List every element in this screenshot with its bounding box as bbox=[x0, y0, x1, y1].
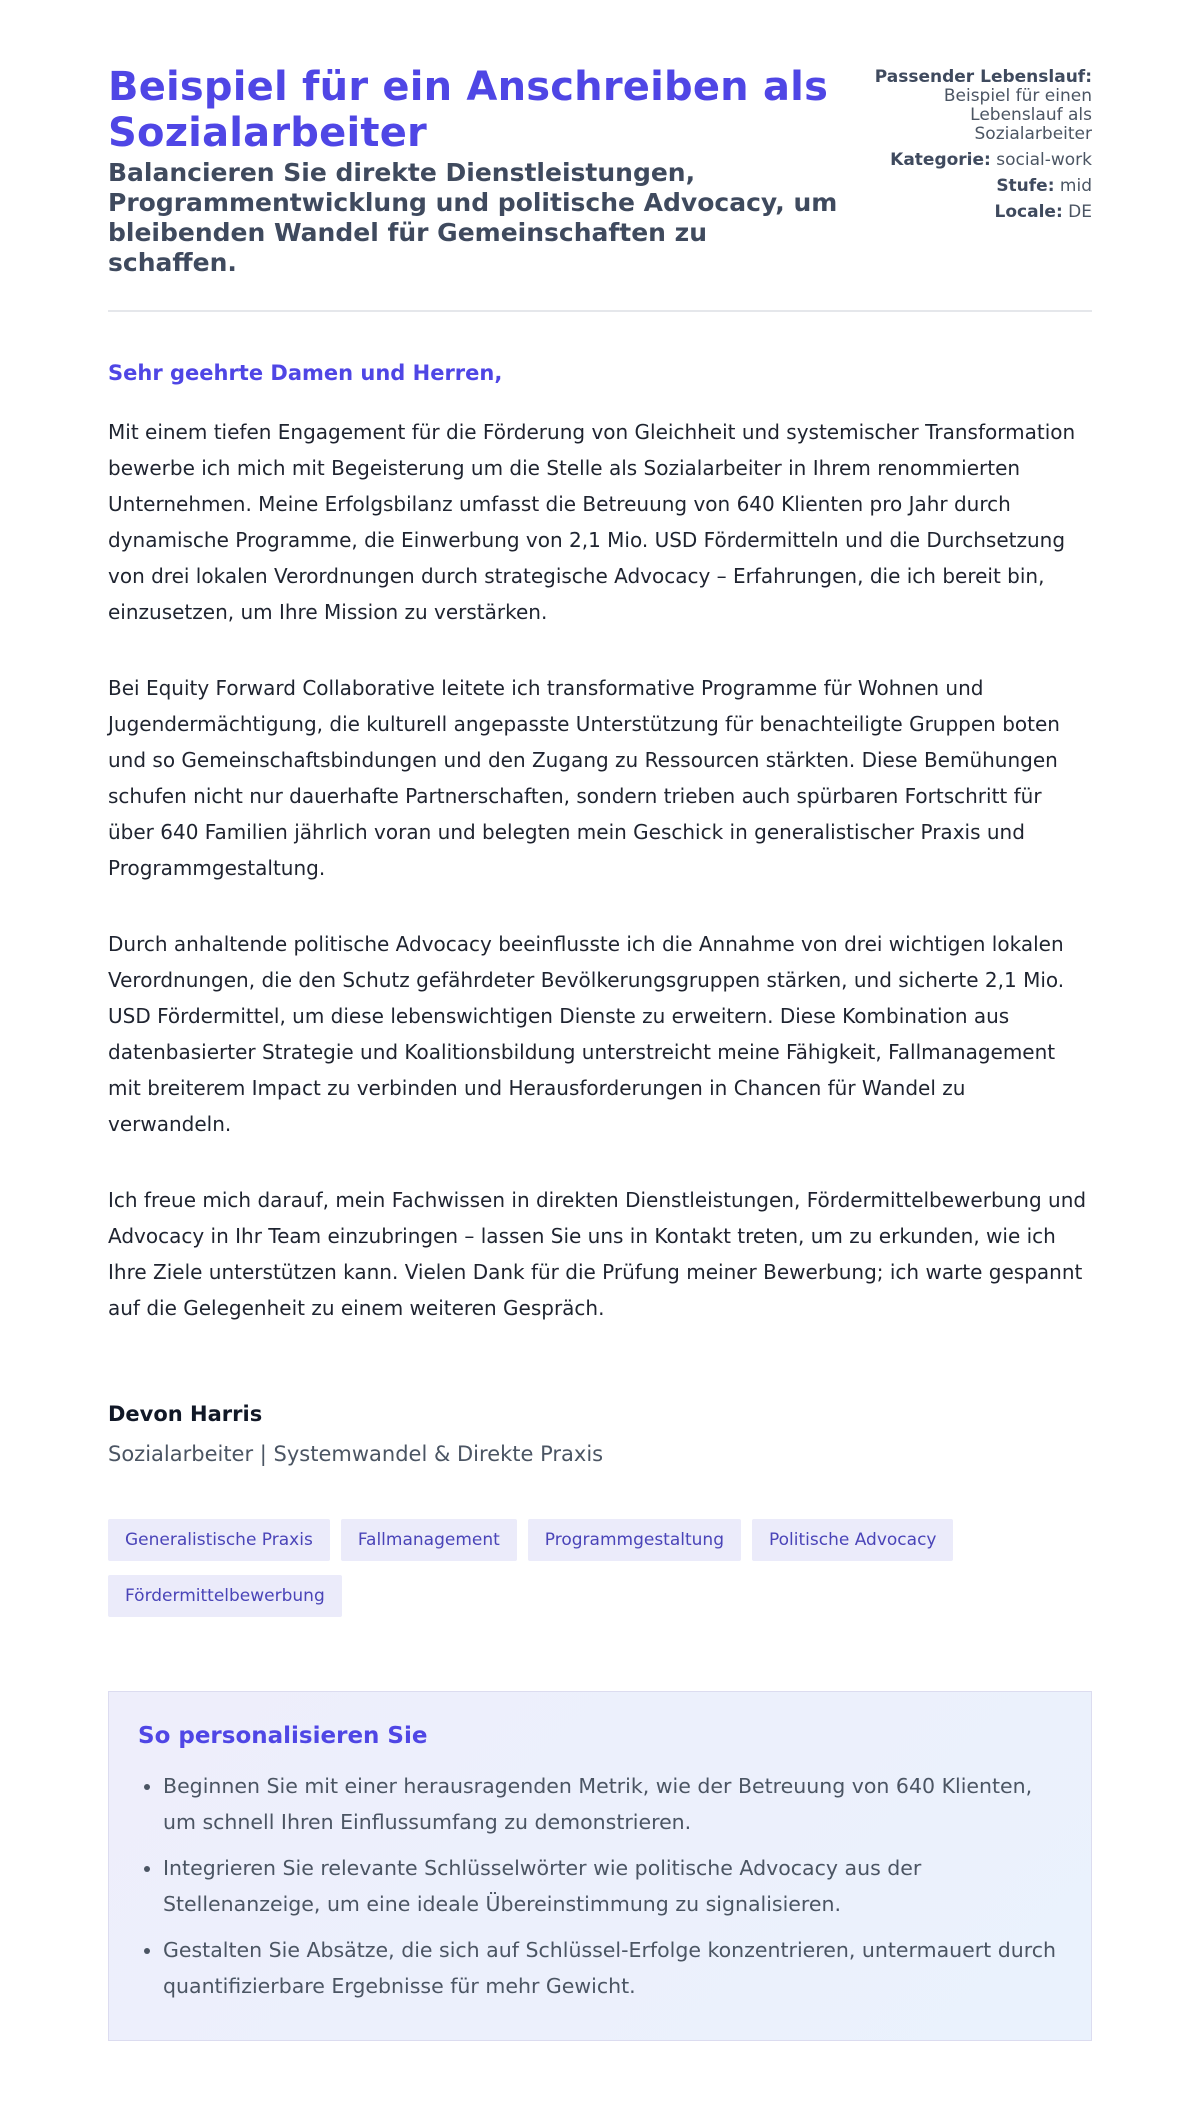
signature-block bbox=[108, 1401, 1092, 1467]
skill-tag: Fördermittelbewerbung bbox=[108, 1575, 342, 1617]
meta-matching-resume-value: Beispiel für einen Lebenslauf als Sozialarbeiter bbox=[943, 86, 1092, 144]
meta-level bbox=[852, 177, 1092, 196]
letter-paragraph: Bei Equity Forward Collaborative leitete ich transformative Programme für Wohnen und Jugendermächtigung, die kulturell angepasste Unterstützung für benachteiligte Gruppen boten und so Gemeinschaftsbindungen und den Zugang zu Ressourcen stärkten. Diese Bemühungen schufen nicht nur dauerhafte Partnerschaften, sondern trieben auch spürbaren Fortschritt für über 640 Familien jährlich voran und belegten mein Geschick in generalistischer Praxis und Programmgestaltung. bbox=[108, 676, 1060, 880]
skill-tag: Programmgestaltung bbox=[528, 1519, 741, 1561]
tip-item: • Gestalten Sie Absätze, die sich auf Schlüssel-Erfolge konzentrieren, untermauert durch quantifizierbare Ergebnisse für mehr Gewicht. bbox=[163, 1932, 1062, 2004]
letter-paragraph: Ich freue mich darauf, mein Fachwissen in direkten Dienstleistungen, Fördermittelbewerbung und Advocacy in Ihr Team einzubringen – lassen Sie uns in Kontakt treten, um zu erkunden, wie ich Ihre Ziele unterstützen kann. Vielen Dank für die Prüfung meiner Bewerbung; ich warte gespannt auf die Gelegenheit zu einem weiteren Gespräch. bbox=[108, 1188, 1087, 1320]
header-titles bbox=[108, 64, 838, 278]
meta-category-value: social-work bbox=[996, 150, 1092, 170]
page-header bbox=[108, 64, 1092, 278]
meta-matching-resume bbox=[852, 68, 1092, 144]
letter-body bbox=[108, 414, 1092, 1326]
meta-category bbox=[852, 151, 1092, 170]
personalization-tips-box bbox=[108, 1691, 1092, 2041]
signature-role: Sozialarbeiter | Systemwandel & Direkte Praxis bbox=[108, 1442, 604, 1466]
meta-level-value: mid bbox=[1059, 176, 1092, 196]
meta-level-label: Stufe: bbox=[996, 176, 1055, 196]
tips-list bbox=[138, 1768, 1062, 2004]
meta-category-label: Kategorie: bbox=[890, 150, 991, 170]
meta-locale-value: DE bbox=[1068, 202, 1092, 222]
tip-item: • Integrieren Sie relevante Schlüsselwörter wie politische Advocacy aus der Stellenanzeige, um eine ideale Übereinstimmung zu signalisieren. bbox=[163, 1850, 1062, 1922]
skill-tag: Politische Advocacy bbox=[752, 1519, 953, 1561]
page-subtitle: Balancieren Sie direkte Dienstleistungen, Programmentwicklung und politische Advocacy, um bleibenden Wandel für Gemeinschaften zu schaffen. bbox=[108, 158, 838, 277]
tip-item: • Beginnen Sie mit einer herausragenden Metrik, wie der Betreuung von 640 Klienten, um schnell Ihren Einflussumfang zu demonstrieren. bbox=[163, 1768, 1062, 1840]
meta-matching-resume-label: Passender Lebenslauf: bbox=[874, 67, 1092, 87]
letter-paragraph: Durch anhaltende politische Advocacy beeinflusste ich die Annahme von drei wichtigen lokalen Verordnungen, die den Schutz gefährdeter Bevölkerungsgruppen stärken, und sicherte 2,1 Mio. USD Fördermittel, um diese lebenswichtigen Dienste zu erweitern. Diese Kombination aus datenbasierter Strategie und Koalitionsbildung unterstreicht meine Fähigkeit, Fallmanagement mit breiterem Impact zu verbinden und Herausforderungen in Chancen für Wandel zu verwandeln. bbox=[108, 932, 1065, 1136]
signature-name: Devon Harris bbox=[108, 1402, 263, 1426]
header-divider bbox=[108, 310, 1092, 312]
meta-locale bbox=[852, 203, 1092, 222]
tips-title: So personalisieren Sie bbox=[138, 1723, 428, 1749]
page-title: Beispiel für ein Anschreiben als Sozialarbeiter bbox=[108, 64, 829, 156]
meta-locale-label: Locale: bbox=[994, 202, 1063, 222]
meta-panel bbox=[852, 64, 1092, 229]
skill-tags bbox=[108, 1519, 1092, 1617]
skill-tag: Fallmanagement bbox=[341, 1519, 517, 1561]
skill-tag: Generalistische Praxis bbox=[108, 1519, 330, 1561]
letter-paragraph: Mit einem tiefen Engagement für die Förderung von Gleichheit und systemischer Transformation bewerbe ich mich mit Begeisterung um die Stelle als Sozialarbeiter in Ihrem renommierten Unternehmen. Meine Erfolgsbilanz umfasst die Betreuung von 640 Klienten pro Jahr durch dynamische Programme, die Einwerbung von 2,1 Mio. USD Fördermitteln und die Durchsetzung von drei lokalen Verordnungen durch strategische Advocacy – Erfahrungen, die ich bereit bin, einzusetzen, um Ihre Mission zu verstärken. bbox=[108, 420, 1076, 624]
salutation: Sehr geehrte Damen und Herren, bbox=[108, 361, 503, 385]
cover-letter-page bbox=[108, 0, 1092, 2041]
